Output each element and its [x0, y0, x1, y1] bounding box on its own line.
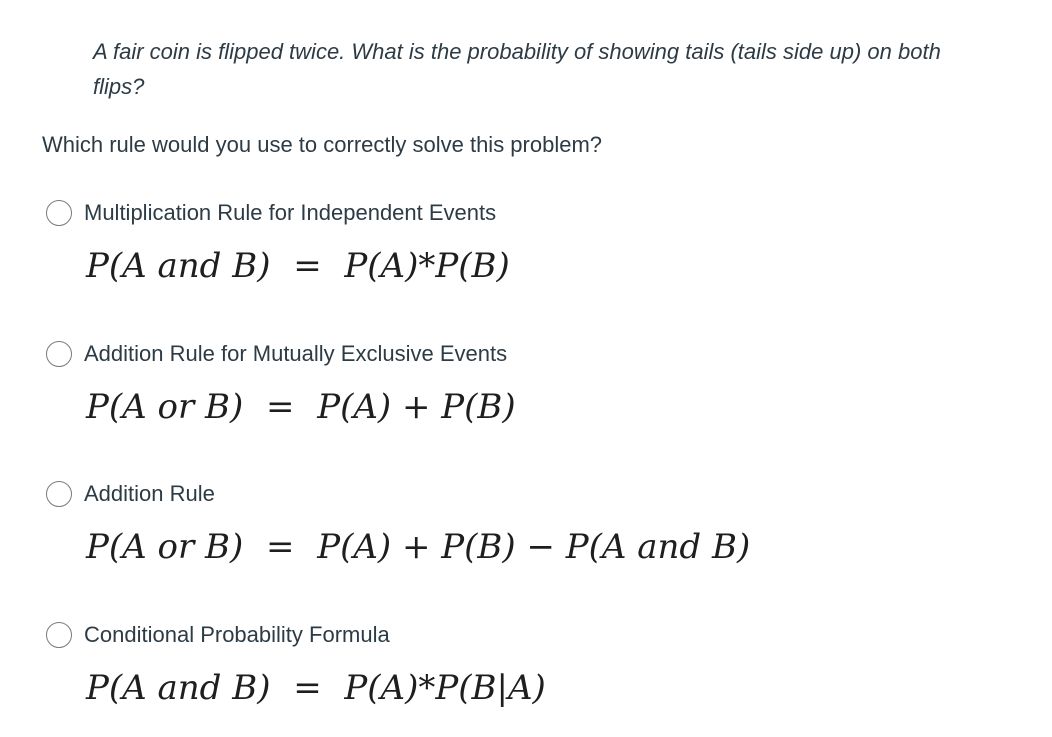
equals-sign: =	[293, 668, 322, 708]
formula-lhs: P(A and B)	[86, 668, 271, 708]
formula	[86, 387, 516, 427]
equals-sign: =	[266, 387, 295, 427]
formula-lhs: P(A or B)	[86, 387, 244, 427]
option-label[interactable]: Addition Rule	[84, 481, 215, 506]
equals-sign: =	[293, 246, 322, 286]
formula-lhs: P(A or B)	[86, 527, 244, 567]
question-prompt: Which rule would you use to correctly solve this problem?	[42, 132, 603, 157]
formula-rhs: P(A) + P(B) − P(A and B)	[317, 527, 751, 567]
option-label[interactable]: Addition Rule for Mutually Exclusive Events	[84, 341, 508, 366]
option-label[interactable]: Conditional Probability Formula	[84, 622, 390, 647]
formula	[86, 668, 546, 708]
formula-rhs: P(A)*P(B|A)	[344, 668, 546, 708]
radio-button[interactable]	[46, 622, 72, 648]
formula	[86, 527, 750, 567]
option-label[interactable]: Multiplication Rule for Independent Events	[84, 200, 497, 225]
formula	[86, 246, 510, 286]
radio-button[interactable]	[46, 200, 72, 226]
radio-button[interactable]	[46, 481, 72, 507]
radio-button[interactable]	[46, 341, 72, 367]
formula-rhs: P(A)*P(B)	[344, 246, 510, 286]
formula-lhs: P(A and B)	[86, 246, 271, 286]
equals-sign: =	[266, 527, 295, 567]
formula-rhs: P(A) + P(B)	[317, 387, 516, 427]
question-text: A fair coin is flipped twice. What is the probability of showing tails (tails side up) on both flips?	[93, 39, 941, 99]
